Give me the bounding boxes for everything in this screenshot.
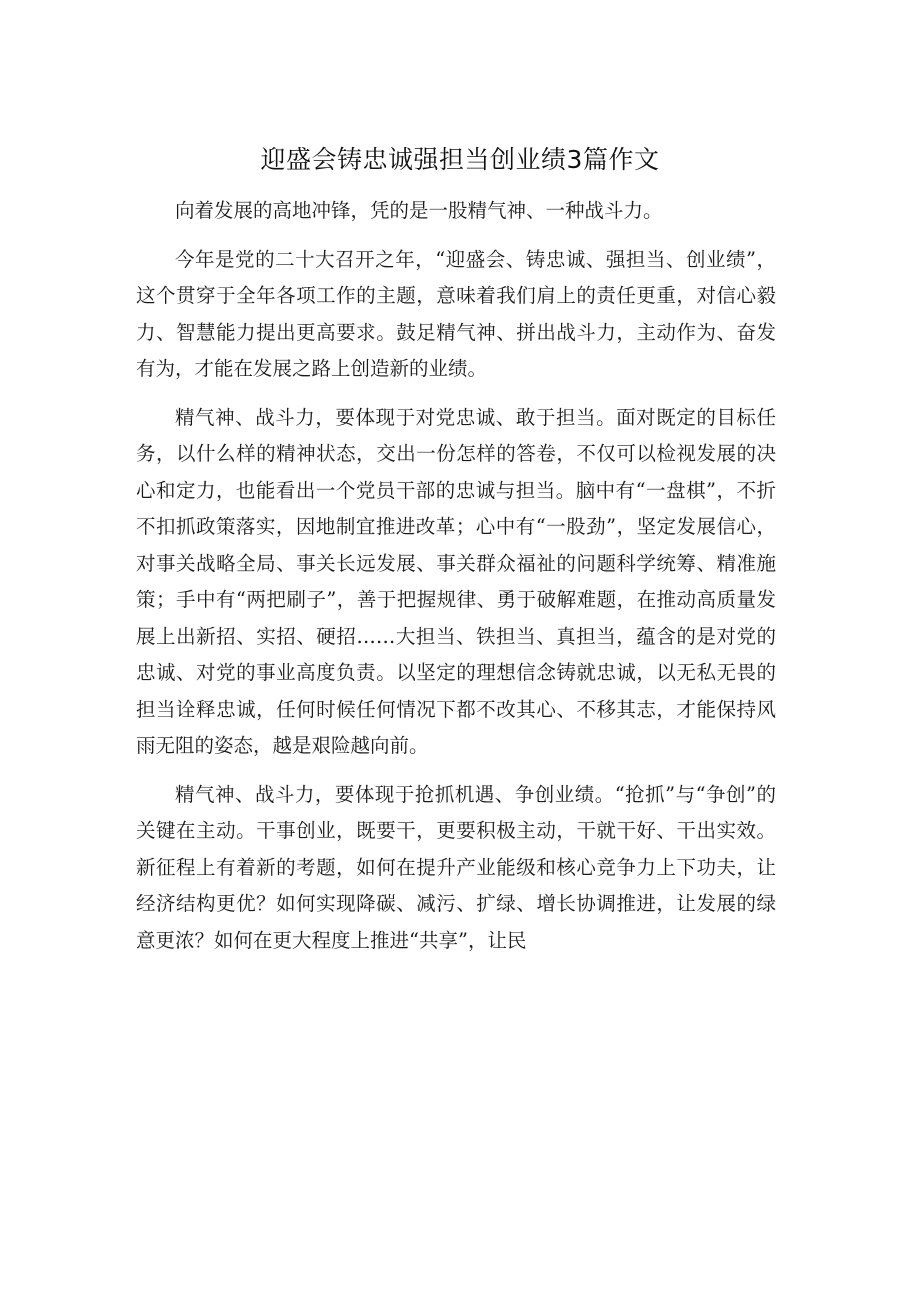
document-title: 迎盛会铸忠诚强担当创业绩3篇作文 xyxy=(260,145,660,174)
paragraph: 精气神、战斗力，要体现于抢抓机遇、争创业绩。“抢抓”与“争创”的关键在主动。干事创业，既要干，更要积极主动，干就干好、干出实效。新征程上有着新的考题，如何在提升产业能级和核心竞争力上下功夫，让经济结构更优？如何实现降碳、减污、扩绿、增长协调推进，让发展的绿意更浓？如何在更大程度上推进“共享”，让民 xyxy=(136,782,776,952)
paragraph: 向着发展的高地冲锋，凭的是一股精气神、一种战斗力。 xyxy=(175,199,663,222)
paragraph: 今年是党的二十大召开之年，“迎盛会、铸忠诚、强担当、创业绩”，这个贯穿于全年各项工作的主题，意味着我们肩上的责任更重，对信心毅力、智慧能力提出更高要求。鼓足精气神、拼出战斗力，主动作为、奋发有为，才能在发展之路上创造新的业绩。 xyxy=(136,247,776,380)
document-body xyxy=(136,193,776,971)
paragraph: 精气神、战斗力，要体现于对党忠诚、敢于担当。面对既定的目标任务，以什么样的精神状态，交出一份怎样的答卷，不仅可以检视发展的决心和定力，也能看出一个党员干部的忠诚与担当。脑中有“一盘棋”，不折不扣抓政策落实，因地制宜推进改革；心中有“一股劲”，坚定发展信心，对事关战略全局、事关长远发展、事关群众福祉的问题科学统筹、精准施策；手中有“两把刷子”，善于把握规律、勇于破解难题，在推动高质量发展上出新招、实招、硬招……大担当、铁担当、真担当，蕴含的是对党的忠诚、对党的事业高度负责。以坚定的理想信念铸就忠诚，以无私无畏的担当诠释忠诚，任何时候任何情况下都不改其心、不移其志，才能保持风雨无阻的姿态，越是艰险越向前。 xyxy=(136,405,776,757)
